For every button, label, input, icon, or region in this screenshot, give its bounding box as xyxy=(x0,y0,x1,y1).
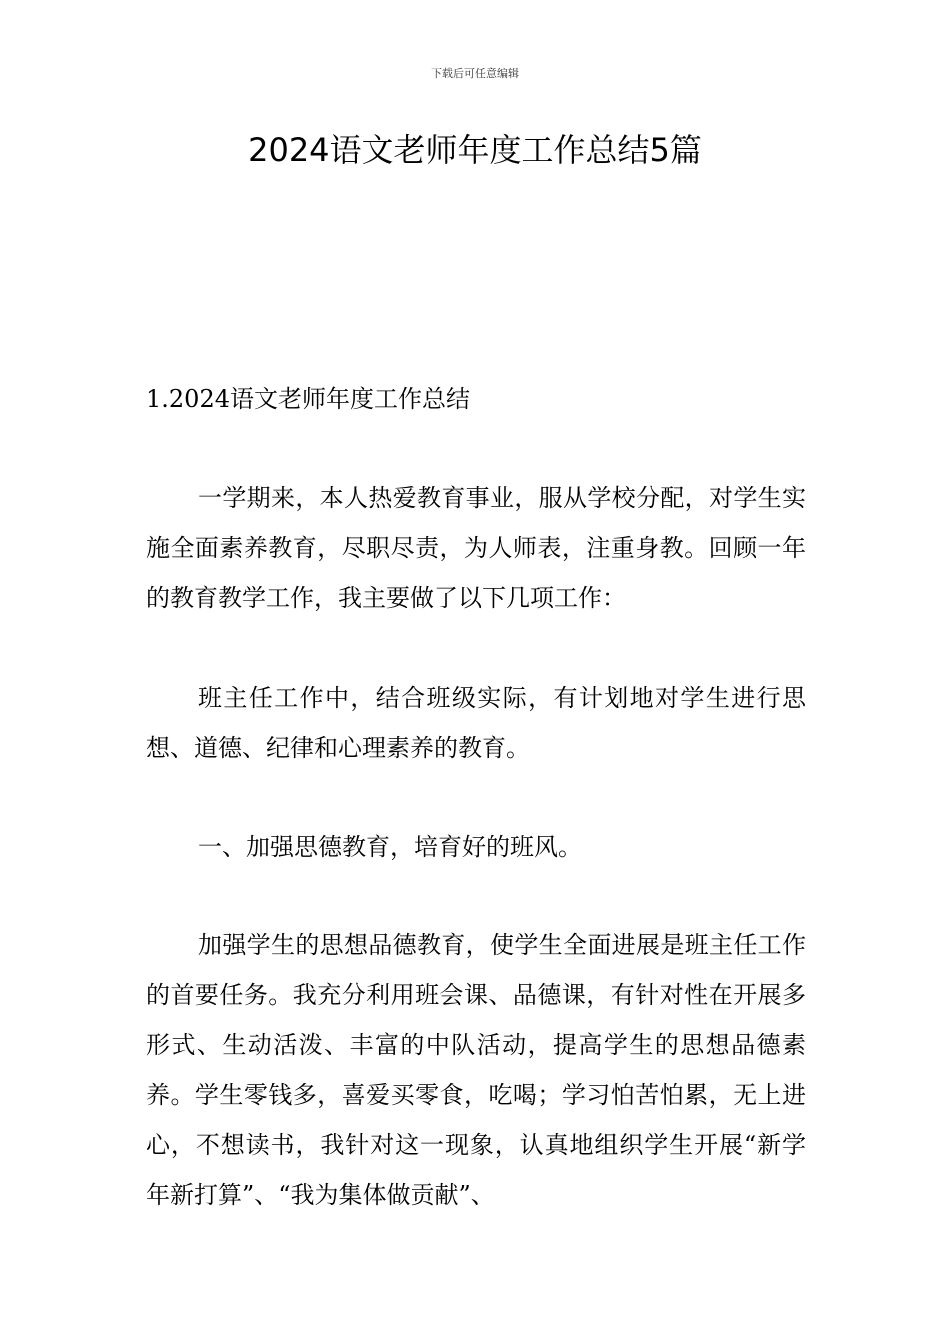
document-title: 2024语文老师年度工作总结5篇 xyxy=(248,131,702,169)
paragraph-moral-education: 加强学生的思想品德教育，使学生全面进展是班主任工作的首要任务。我充分利用班会课、品德课，有针对性在开展多形式、生动活泼、丰富的中队活动，提高学生的思想品德素养。学生零钱多，喜爱买零食，吃喝；学习怕苦怕累，无上进心，不想读书，我针对这一现象，认真地组织学生开展“新学年新打算”、“我为集体做贡献”、 xyxy=(146,931,806,1209)
paragraph-intro: 一学期来，本人热爱教育事业，服从学校分配，对学生实施全面素养教育，尽职尽责，为人师表，注重身教。回顾一年的教育教学工作，我主要做了以下几项工作： xyxy=(146,484,806,612)
section-heading: 1.2024语文老师年度工作总结 xyxy=(146,385,470,413)
header-note: 下载后可任意编辑 xyxy=(431,67,519,80)
paragraph-class-teacher: 班主任工作中，结合班级实际，有计划地对学生进行思想、道德、纪律和心理素养的教育。 xyxy=(146,684,806,762)
paragraph-subheading: 一、加强思德教育，培育好的班风。 xyxy=(198,833,582,861)
